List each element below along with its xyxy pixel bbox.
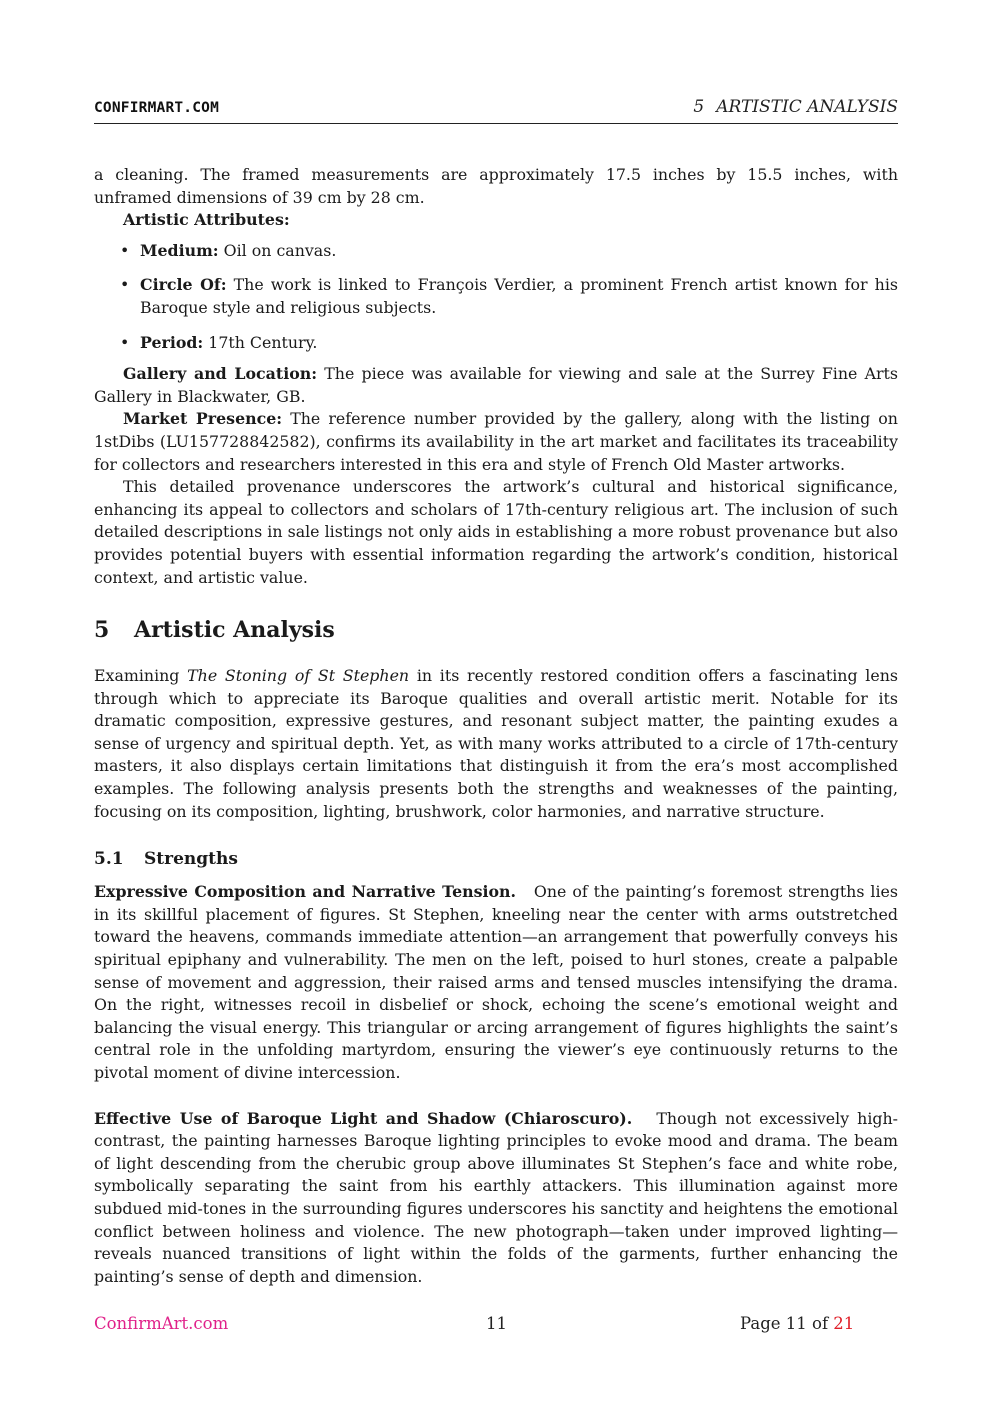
bullet-icon: • — [120, 275, 130, 295]
attributes-heading: Artistic Attributes: — [123, 210, 290, 230]
gallery-text: The piece was available for viewing and sale at the Surrey Fine Arts Gallery in Blackwater, GB. — [94, 364, 898, 406]
section-intro-paragraph — [94, 665, 898, 823]
strength-heading: Effective Use of Baroque Light and Shadow (Chiaroscuro). — [94, 1108, 633, 1128]
page-count-prefix: Page 11 of — [740, 1314, 834, 1333]
section-number: 5 — [94, 617, 110, 644]
page-header — [94, 97, 898, 124]
list-item — [120, 332, 898, 355]
strength-heading: Expressive Composition and Narrative Tension. — [94, 882, 517, 902]
page-total-link[interactable]: 21 — [833, 1314, 855, 1333]
footer-page-count — [740, 1314, 854, 1333]
section-heading — [94, 615, 898, 645]
running-head — [693, 97, 898, 117]
provenance-paragraph: This detailed provenance underscores the artwork’s cultural and historical significance, enhancing its appeal to collectors and scholars of 17th-century religious art. The inclusion of such detailed descriptions in sale listings not only aids in establishing a more robust provenance but also provides potential buyers with essential information regarding the artwork’s condition, historical context, and artistic value. — [94, 477, 898, 587]
strength-text: Though not excessively high-contrast, the painting harnesses Baroque lighting principles to evoke mood and drama. The beam of light descending from the cherubic group above illuminates St Stephen’s face and white robe, symbolically separating the saint from his earthly attackers. This illumination against more subdued mid-tones in the surrounding figures underscores his sanctity and heightens the emotional conflict between holiness and violence. The new photograph—taken under improved lighting—reveals nuanced transitions of light within the folds of the garments, further enhancing the painting’s sense of depth and dimension. — [94, 1108, 899, 1286]
site-logo: CONFIRMART.COM — [94, 100, 220, 116]
running-head-number: 5 — [693, 97, 705, 117]
subsection-title: Strengths — [144, 849, 238, 870]
bullet-icon: • — [120, 332, 130, 352]
strength-text: One of the painting’s foremost strengths lies in its skillful placement of figures. St Stephen, kneeling near the center with arms outstretched toward the heavens, commands immediate attention—an arrangement that powerfully conveys his spiritual epiphany and vulnerability. The men on the left, poised to hurl stones, create a palpable sense of movement and aggression, their raised arms and tensed muscles intensifying the drama. On the right, witnesses recoil in disbelief or shock, echoing the scene’s emotional weight and balancing the visual energy. This triangular or arcing arrangement of figures highlights the saint’s central role in the unfolding martyrdom, ensuring the viewer’s eye continuously returns to the pivotal moment of divine intercession. — [94, 882, 898, 1082]
list-item — [120, 240, 898, 263]
page-body — [94, 164, 898, 1288]
bullet-icon: • — [120, 240, 130, 260]
list-item — [120, 274, 898, 319]
attributes-list — [94, 240, 898, 354]
market-text: The reference number provided by the gallery, along with the listing on 1stDibs (LU157728842582), confirms its availability in the art market and facilitates its traceability for collectors and researchers interested in this era and style of French Old Master artworks. — [94, 409, 898, 474]
section-title: Artistic Analysis — [134, 617, 335, 644]
document-page — [94, 0, 898, 1404]
strength-paragraph — [94, 1108, 898, 1289]
attribute-label: Circle Of: — [140, 275, 227, 295]
market-label: Market Presence: — [123, 409, 283, 429]
attribute-text: 17th Century. — [208, 332, 318, 352]
artwork-title: The Stoning of St Stephen — [187, 666, 410, 686]
running-head-title: ARTISTIC ANALYSIS — [716, 97, 898, 117]
attribute-label: Period: — [140, 332, 204, 352]
strength-paragraph — [94, 881, 898, 1084]
gallery-paragraph — [94, 363, 898, 408]
continuation-paragraph: a cleaning. The framed measurements are approximately 17.5 inches by 15.5 inches, with unframed dimensions of 39 cm by 28 cm. — [94, 165, 898, 207]
footer-site-link[interactable]: ConfirmArt.com — [94, 1314, 229, 1333]
subsection-heading — [94, 847, 898, 871]
attribute-text: Oil on canvas. — [223, 240, 337, 260]
subsection-number: 5.1 — [94, 849, 124, 870]
attribute-label: Medium: — [140, 240, 219, 260]
attribute-text: The work is linked to François Verdier, a prominent French artist known for his Baroque style and religious subjects. — [140, 275, 898, 317]
footer-page-number: 11 — [486, 1314, 507, 1333]
intro-text-start: Examining — [94, 666, 188, 686]
gallery-label: Gallery and Location: — [123, 364, 318, 384]
market-paragraph — [94, 408, 898, 476]
intro-text-end: in its recently restored condition offers a fascinating lens through which to appreciate its Baroque qualities and overall artistic merit. Notable for its dramatic composition, expressive gestures, and resonant subject matter, the painting exudes a sense of urgency and spiritual depth. Yet, as with many works attributed to a circle of 17th-century masters, it also displays certain limitations that distinguish it from the era’s most accomplished examples. The following analysis presents both the strengths and weaknesses of the painting, focusing on its composition, lighting, brushwork, color harmonies, and narrative structure. — [94, 666, 898, 821]
